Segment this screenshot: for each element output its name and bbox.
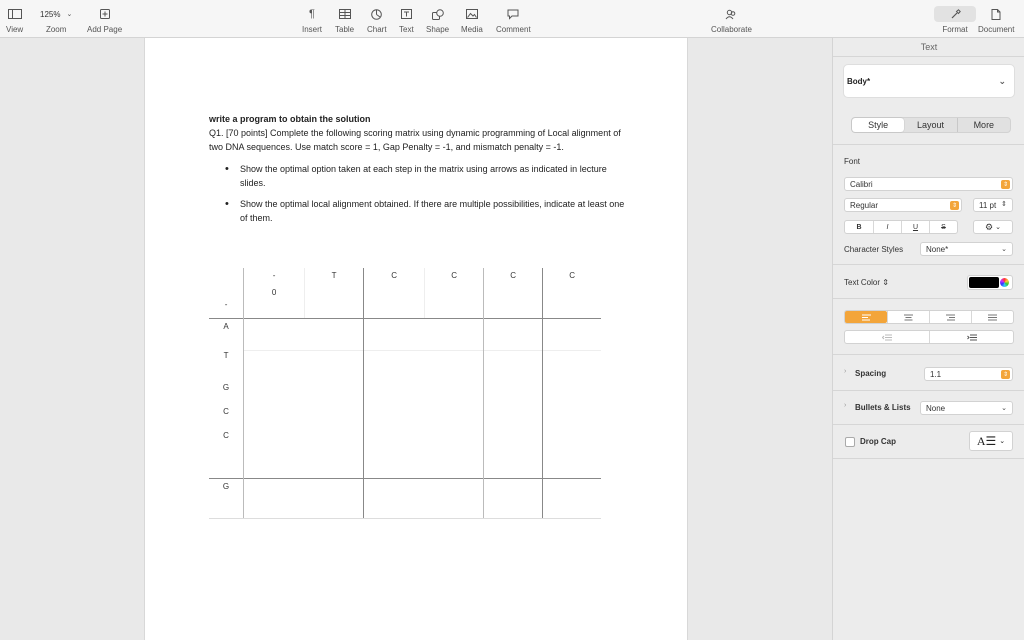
bullets-lists-label[interactable]: Bullets & Lists <box>855 403 911 412</box>
divider <box>833 354 1024 355</box>
chart-button[interactable] <box>367 6 387 34</box>
add-page-label: Add Page <box>87 25 123 34</box>
chevron-down-icon: ⌄ <box>1001 405 1007 412</box>
gear-icon: ⚙ <box>985 221 994 232</box>
matrix-body-cell[interactable] <box>484 319 543 479</box>
text-box-icon <box>401 9 412 19</box>
divider <box>833 56 1024 57</box>
italic-button[interactable]: I <box>873 221 901 233</box>
chevron-down-icon: ⌄ <box>998 75 1006 86</box>
align-center-button[interactable] <box>887 311 929 323</box>
format-label: Format <box>942 25 968 34</box>
shape-icon <box>432 9 444 20</box>
row-header: G <box>222 383 230 392</box>
disclosure-arrow-icon[interactable]: › <box>844 402 847 409</box>
format-button[interactable] <box>934 6 976 34</box>
paintbrush-icon <box>950 9 961 20</box>
document-icon <box>991 9 1001 20</box>
font-family-value: Calibri <box>850 179 873 189</box>
document-page[interactable] <box>144 38 688 640</box>
drop-cap-label: Drop Cap <box>860 437 896 446</box>
stepper-icon: ⇕ <box>1002 371 1009 378</box>
text-button[interactable] <box>399 6 414 34</box>
media-label: Media <box>461 25 483 34</box>
add-page-button[interactable] <box>87 6 122 34</box>
media-button[interactable] <box>461 6 483 34</box>
text-label: Text <box>399 25 414 34</box>
comment-icon <box>507 9 519 20</box>
strikethrough-button[interactable]: S <box>929 221 957 233</box>
chevron-down-icon: ⌄ <box>999 438 1006 445</box>
stepper-icon: ⇕ <box>1002 181 1009 188</box>
view-button[interactable] <box>6 6 23 34</box>
stepper-icon: ⇕ <box>951 202 958 209</box>
sidebar-view-icon <box>8 9 22 19</box>
divider <box>833 264 1024 265</box>
text-color-label-wrap[interactable] <box>844 278 889 287</box>
question-heading: write a program to obtain the solution <box>209 114 371 124</box>
increase-indent-button[interactable] <box>929 331 1013 343</box>
tab-layout[interactable]: Layout <box>916 120 944 130</box>
disclosure-arrow-icon[interactable]: › <box>844 368 847 375</box>
col-header: C <box>451 271 457 280</box>
matrix-body-cell[interactable] <box>543 479 601 519</box>
document-body[interactable] <box>209 112 629 232</box>
matrix-row-header-cell[interactable] <box>209 479 244 519</box>
chevron-down-icon: ⌄ <box>66 11 73 18</box>
row-header: A <box>223 322 229 331</box>
bold-button[interactable]: B <box>856 223 862 231</box>
font-weight-select[interactable] <box>844 198 962 212</box>
text-style-buttons <box>844 220 958 234</box>
align-center-icon <box>904 314 913 321</box>
matrix-header-cell[interactable] <box>543 268 601 319</box>
col-header: - <box>272 271 276 280</box>
drop-cap-checkbox[interactable] <box>845 437 855 447</box>
bullets-lists-value: None <box>926 403 946 413</box>
row-header: C <box>223 431 229 440</box>
row-header: C <box>223 407 229 416</box>
matrix-header-cell[interactable] <box>484 268 543 319</box>
paragraph-style-dropdown[interactable] <box>843 64 1015 98</box>
tab-more[interactable]: More <box>957 118 1010 132</box>
font-section-label: Font <box>844 157 861 166</box>
tab-style[interactable]: Style <box>852 118 904 132</box>
collaborate-icon <box>725 9 737 20</box>
chevron-down-icon: ⌄ <box>1001 246 1007 253</box>
spacing-label[interactable]: Spacing <box>855 369 887 378</box>
zoom-value: 125% <box>40 9 61 19</box>
text-options-button[interactable] <box>973 220 1013 234</box>
chart-label: Chart <box>367 25 387 34</box>
comment-button[interactable] <box>496 6 531 34</box>
format-sidebar <box>832 38 1024 640</box>
collaborate-label: Collaborate <box>711 25 752 34</box>
document-button[interactable] <box>978 6 1014 34</box>
origin-value: 0 <box>271 288 277 297</box>
collaborate-button[interactable] <box>711 6 752 34</box>
shape-label: Shape <box>426 25 450 34</box>
matrix-row-headers-cell[interactable] <box>209 319 244 479</box>
chevron-down-icon: ⌄ <box>995 224 1001 231</box>
drop-cap-style-select[interactable] <box>969 431 1013 451</box>
character-styles-value: None* <box>926 244 949 254</box>
toolbar <box>0 0 1024 38</box>
paragraph-style-value: Body* <box>847 76 871 86</box>
text-color-well[interactable] <box>967 275 1013 290</box>
matrix-body-cell[interactable] <box>543 319 601 479</box>
font-size-value: 11 pt <box>979 200 997 210</box>
instruction-list <box>209 162 629 225</box>
zoom-button[interactable] <box>40 6 72 34</box>
row-header: T <box>223 351 229 360</box>
col-header: T <box>331 271 337 280</box>
document-label: Document <box>978 25 1015 34</box>
list-item: • Show the optimal local alignment obtained. If there are multiple possibilities, indicate at least one of them. <box>225 197 629 225</box>
divider <box>833 298 1024 299</box>
matrix-body-cell[interactable] <box>244 479 364 519</box>
font-family-select[interactable] <box>844 177 1013 191</box>
matrix-body-cell[interactable] <box>484 479 543 519</box>
align-left-button[interactable] <box>845 311 887 323</box>
align-right-icon <box>946 314 955 321</box>
decrease-indent-icon <box>882 334 892 341</box>
pilcrow-icon: ¶ <box>309 8 315 20</box>
matrix-body-cell[interactable] <box>364 319 484 479</box>
character-styles-label: Character Styles <box>844 245 904 254</box>
col-header: C <box>391 271 397 280</box>
color-wheel-icon[interactable] <box>1000 278 1009 287</box>
sidebar-title: Text <box>920 42 938 52</box>
divider <box>833 458 1024 459</box>
insert-button[interactable] <box>302 6 322 34</box>
justify-button[interactable] <box>971 311 1013 323</box>
alignment-buttons <box>844 310 1014 324</box>
color-swatch <box>969 277 999 288</box>
view-label: View <box>6 25 24 34</box>
character-styles-select[interactable] <box>920 242 1013 256</box>
increase-indent-icon <box>967 334 977 341</box>
drop-cap-preview-icon: A☰ <box>976 433 997 448</box>
text-color-label: Text Color <box>844 278 881 287</box>
justify-icon <box>988 314 997 321</box>
matrix-header-cell[interactable] <box>364 268 484 319</box>
table-button[interactable] <box>335 6 354 34</box>
list-item: • Show the optimal option taken at each step in the matrix using arrows as indicated in lecture slides. <box>225 162 629 190</box>
row-header: G <box>222 482 230 491</box>
question-text: Q1. [70 points] Complete the following scoring matrix using dynamic programming of Local alignment of two DNA sequences. Use match score = 1, Gap Penalty = -1, and mismatch penalty = -1. <box>209 128 621 152</box>
col-header: C <box>569 271 576 280</box>
font-weight-value: Regular <box>850 200 879 210</box>
insert-label: Insert <box>302 25 323 34</box>
row-header: - <box>224 299 228 309</box>
stepper-icon: ⇕ <box>882 278 889 287</box>
decrease-indent-button[interactable] <box>845 331 929 343</box>
underline-button[interactable]: U <box>901 221 929 233</box>
divider <box>833 144 1024 145</box>
align-left-icon <box>862 314 871 321</box>
table-icon <box>339 9 351 19</box>
indent-buttons <box>844 330 1014 344</box>
matrix-body-cell[interactable] <box>244 319 364 479</box>
matrix-corner-cell[interactable] <box>209 268 244 319</box>
matrix-body-cell[interactable] <box>364 479 484 519</box>
table-label: Table <box>335 25 355 34</box>
document-canvas <box>0 38 832 640</box>
divider <box>833 390 1024 391</box>
sidebar-tabs <box>851 117 1011 133</box>
media-icon <box>466 9 478 19</box>
col-header: C <box>510 271 517 280</box>
comment-label: Comment <box>496 25 531 34</box>
spacing-value: 1.1 <box>930 369 942 379</box>
stepper-arrows-icon[interactable]: ⇕ <box>1001 201 1007 208</box>
chart-icon <box>371 9 382 20</box>
scoring-matrix-table[interactable] <box>209 268 601 519</box>
matrix-header-cell[interactable] <box>244 268 364 319</box>
align-right-button[interactable] <box>929 311 971 323</box>
divider <box>833 424 1024 425</box>
add-page-icon <box>100 9 110 19</box>
bullets-lists-select[interactable] <box>920 401 1013 415</box>
spacing-field[interactable] <box>924 367 1013 381</box>
font-size-field[interactable] <box>973 198 1013 212</box>
shape-button[interactable] <box>426 6 449 34</box>
zoom-label: Zoom <box>45 25 67 34</box>
